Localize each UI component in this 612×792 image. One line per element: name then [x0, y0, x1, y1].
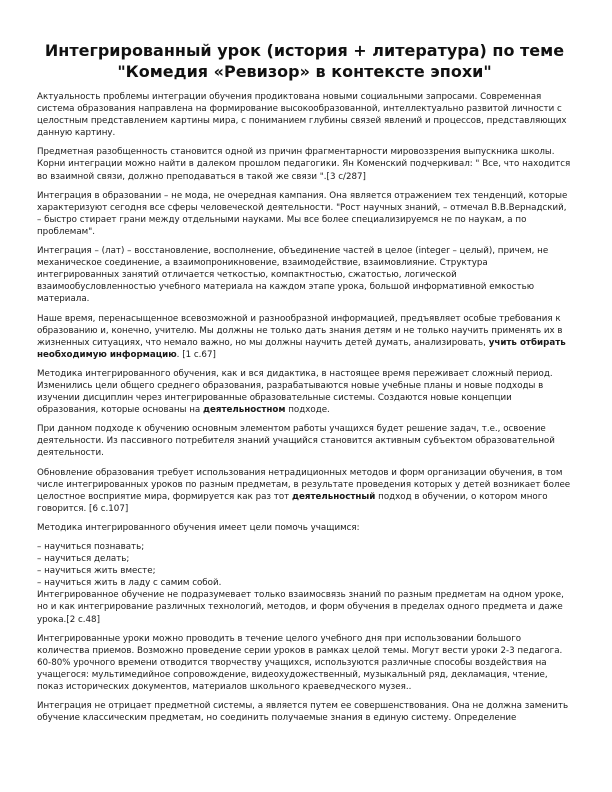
- paragraph-integration-definition: Интеграция – (лат) – восстановление, восполнение, объединение частей в целое (integer – целый), причем, не механическое соединение, а взаимопроникновение, взаимодействие, взаимовлияние. Структура интегрированных занятий отличается четкостью, компактностью, сжатостью, логической взаимообусловленностью учебного материала на каждом этапе урока, большой информативной емкостью материала.: [37, 246, 549, 305]
- paragraph-goals-intro: Методика интегрированного обучения имеет цели помочь учащимся:: [37, 522, 360, 533]
- paragraph-subject-system: Интеграция не отрицает предметной системы, а является путем ее совершенствования. Она не должна заменить обучение классическим предметам, но соединить получаемые знания в единую систему. Определение: [37, 701, 569, 724]
- list-item: – научиться жить вместе;: [37, 566, 156, 577]
- paragraph-integrated-learning: Интегрированное обучение не подразумевает только взаимосвязь знаний по разным предметам на одном уроке, но и как интегрирование различных технологий, методов, и форм обучения в пределах одного предмета и даже урока.[2 с.48]: [37, 590, 564, 625]
- bold-phrase: учить отбирать необходимую информацию: [37, 337, 566, 360]
- page-title: [37, 40, 572, 82]
- bold-phrase: деятельностном: [202, 405, 286, 416]
- paragraph-fragmentation: Предметная разобщенность становится одной из причин фрагментарности мировоззрения выпускника школы. Корни интеграции можно найти в далеком прошлом педагогики. Ян Коменский подчеркивал: " Все, что находится во взаимной связи, должно преподаваться в такой же связи ".[3 с/287]: [37, 147, 571, 182]
- paragraph-text: подход в обучении, о котором много говорится. [6 с.107]: [37, 491, 548, 514]
- list-item: – научиться делать;: [37, 554, 130, 565]
- paragraph-information-age: [37, 313, 572, 361]
- goals-list: [37, 541, 572, 589]
- paragraph-relevance: Актуальность проблемы интеграции обучения продиктована новыми социальными запросами. Современная система образования направлена на формирование высокообразованной, интеллектуально развитой личности с целостным представлением картины мира, с пониманием глубины связей явлений и процессов, представляющих данную картину.: [37, 92, 567, 139]
- paragraph-approach: При данном подходе к обучению основным элементом работы учащихся будет решение задач, т.е., освоение деятельности. Из пассивного потребителя знаний учащийся становится активным субъектом образовательной деятельности.: [37, 424, 555, 459]
- paragraph-methodology: [37, 368, 572, 416]
- paragraph-text: . [1 с.67]: [176, 349, 216, 360]
- paragraph-integrated-lessons: Интегрированные уроки можно проводить в течение целого учебного дня при использовании большого количества приемов. Возможно проведение серии уроков в рамках целой темы. Могут вести уроки 2-3 педагога. 60-80% урочного времени отводится творчеству учащихся, используются различные способы воздействия на учащегося: мультимедийное сопровождение, видеохудожественный, музыкальный ряд, декламация, чтение, показ исторических документов, материалов школьного краеведческого музея..: [37, 633, 563, 693]
- paragraph-text: Наше время, перенасыщенное всевозможной и разнообразной информацией, предъявляет особые требования к образованию и, конечно, учителю. Мы должны не только дать знания детям и не только научить применять их в жизненных ситуациях, что немало важно, но мы должны научить детей думать, анализировать,: [37, 313, 563, 348]
- paragraph-text: подходе.: [285, 405, 330, 416]
- paragraph-text: Методика интегрированного обучения, как и вся дидактика, в настоящее время переживает сложный период. Изменились цели общего среднего образования, разрабатываются новые учебные планы и новые подходы в изучении дисциплин через интегрированные образовательные системы. Создаются новые концепции образования, которые основаны на: [37, 368, 553, 416]
- list-item: – научиться жить в ладу с самим собой.: [37, 578, 222, 589]
- title-line-2: "Комедия «Ревизор» в контексте эпохи": [117, 62, 492, 81]
- paragraph-text: Обновление образования требует использования нетрадиционных методов и форм организации обучения, в том числе интегрированных уроков по разным предметам, в результате проведения которых у детей возникает более целостное восприятие мира, формируется как раз тот: [37, 467, 571, 502]
- goals-block: [37, 541, 572, 626]
- bold-phrase: деятельностный: [292, 491, 376, 502]
- list-item: – научиться познавать;: [37, 542, 145, 552]
- paragraph-renewal: [37, 467, 572, 515]
- paragraph-integration-not-fashion: Интеграция в образовании – не мода, не очередная кампания. Она является отражением тех тенденций, которые характеризуют сегодня все сферы человеческой деятельности. "Рост научных знаний, – отмечал В.В.Вернадский, – быстро стирает грани между отдельными науками. Мы все более специализируемся не по наукам, а по проблемам".: [37, 190, 568, 237]
- title-line-1: Интегрированный урок (история + литература) по теме: [44, 41, 565, 60]
